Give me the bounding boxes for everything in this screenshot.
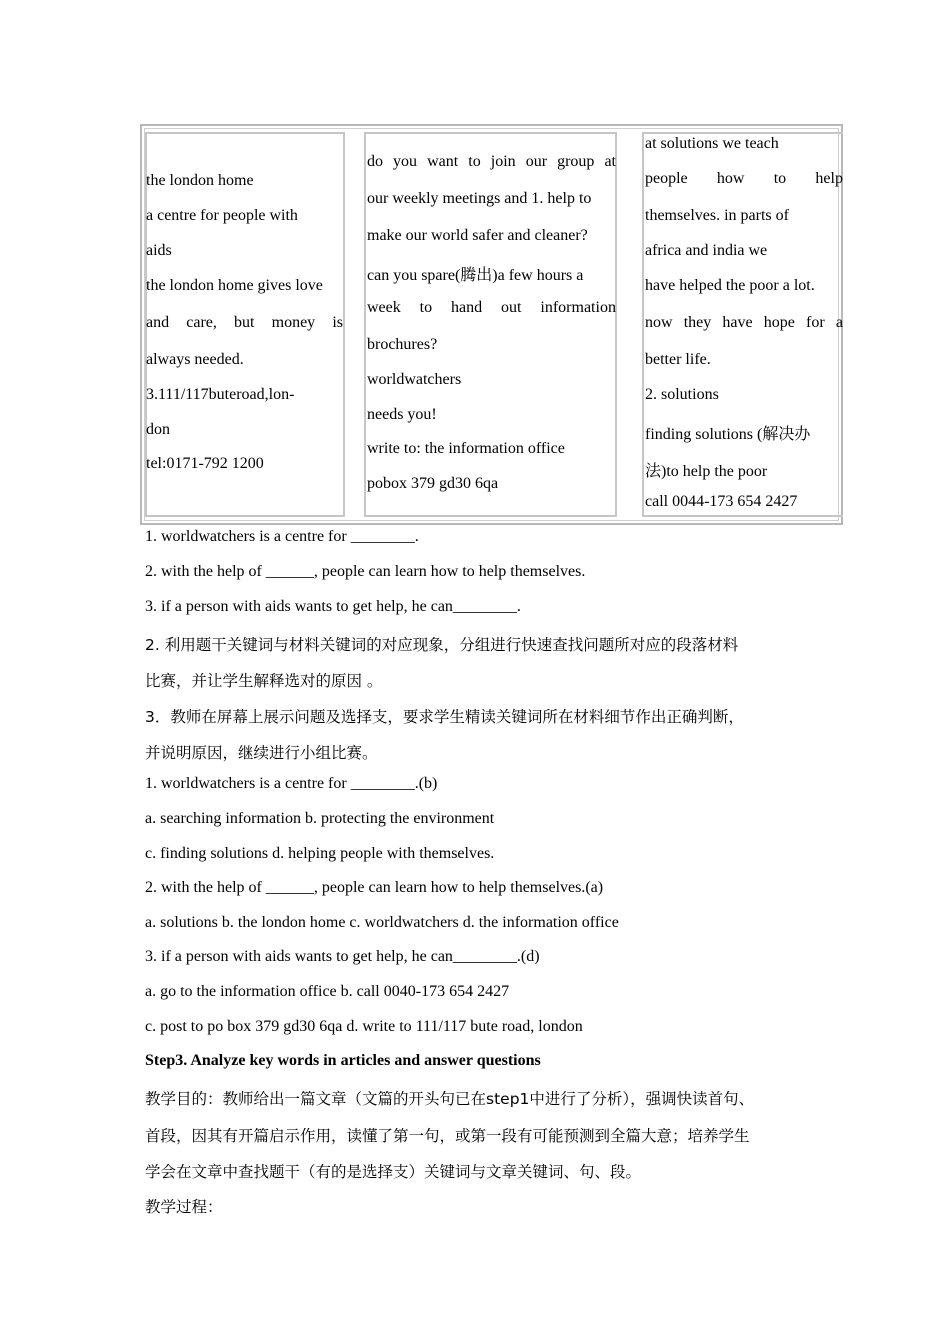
- col1-line: the london home gives love: [146, 277, 323, 294]
- col1-word: care,: [186, 314, 217, 331]
- paragraph-line: 学会在文章中查找题干（有的是选择支）关键词与文章关键词、句、段。: [145, 1163, 642, 1181]
- question-line: 3. if a person with aids wants to get help, he can________.(d): [145, 948, 540, 965]
- instruction-line: 比赛，并让学生解释选对的原因 。: [145, 672, 383, 690]
- col2-line: worldwatchers: [367, 371, 462, 388]
- col2-line: can you spare(腾出)a few hours a: [367, 267, 584, 284]
- col3-line: call 0044-173 654 2427: [645, 493, 798, 510]
- question-line: 2. with the help of ______, people can learn how to help themselves.: [145, 563, 586, 580]
- col2-line: make our world safer and cleaner?: [367, 227, 588, 244]
- col3-line: themselves. in parts of: [645, 207, 789, 224]
- question-line: 1. worldwatchers is a centre for ________.: [145, 528, 419, 545]
- col2-line: our weekly meetings and 1. help to: [367, 190, 592, 207]
- step-heading: Step3. Analyze key words in articles and answer questions: [145, 1052, 541, 1069]
- col3-justified-line: people how to help: [645, 170, 843, 187]
- option-line: a. go to the information office b. call 0040-173 654 2427: [145, 983, 510, 1000]
- paragraph-line: 首段，因其有开篇启示作用，读懂了第一句，或第一段有可能预测到全篇大意；培养学生: [145, 1127, 750, 1145]
- instruction-line: 3．教师在屏幕上展示问题及选择支，要求学生精读关键词所在材料细节作出正确判断，: [145, 708, 744, 726]
- option-line: a. searching information b. protecting the environment: [145, 810, 495, 827]
- col2-justified-line: do you want to join our group at: [367, 153, 616, 170]
- col3-line: at solutions we teach: [645, 135, 779, 152]
- col1-line: a centre for people with: [146, 207, 298, 224]
- question-line: 1. worldwatchers is a centre for ________.(b): [145, 775, 438, 792]
- notice-table-inner: [144, 128, 843, 521]
- col1-word: is: [332, 314, 343, 331]
- col3-line: africa and india we: [645, 242, 768, 259]
- col1-word: and: [146, 314, 170, 331]
- instruction-line: 2. 利用题干关键词与材料关键词的对应现象，分组进行快速查找问题所对应的段落材料: [145, 636, 739, 654]
- col1-line: always needed.: [146, 351, 244, 368]
- instruction-line: 并说明原因，继续进行小组比赛。: [145, 744, 378, 762]
- question-line: 3. if a person with aids wants to get help, he can________.: [145, 598, 521, 615]
- option-line: c. finding solutions d. helping people with themselves.: [145, 845, 495, 862]
- question-line: 2. with the help of ______, people can learn how to help themselves.(a): [145, 879, 604, 896]
- col2-line: write to: the information office: [367, 440, 565, 457]
- col1-word: but: [234, 314, 255, 331]
- paragraph-line: 教学过程：: [145, 1198, 223, 1216]
- col2-line: pobox 379 gd30 6qa: [367, 475, 499, 492]
- col2-line: brochures?: [367, 336, 438, 353]
- col3-line: have helped the poor a lot.: [645, 277, 815, 294]
- col3-line: finding solutions (解决办: [645, 426, 811, 443]
- col2-justified-line: week to hand out information: [367, 299, 616, 316]
- col1-line: aids: [146, 242, 172, 259]
- option-line: c. post to po box 379 gd30 6qa d. write to 111/117 bute road, london: [145, 1018, 583, 1035]
- col1-line: 3.111/117buteroad,lon-: [146, 386, 295, 403]
- col1-word: money: [271, 314, 316, 331]
- notice-table: [140, 124, 843, 525]
- col3-line: 法)to help the poor: [645, 463, 768, 480]
- col1-line: don: [146, 421, 170, 438]
- option-line: a. solutions b. the london home c. worldwatchers d. the information office: [145, 914, 619, 931]
- col1-line: the london home: [146, 172, 254, 189]
- col3-line: better life.: [645, 351, 711, 368]
- col1-justified-line: [146, 314, 343, 332]
- col3-justified-line: now they have hope for a: [645, 314, 843, 331]
- col3-line: 2. solutions: [645, 386, 719, 403]
- col1-line: tel:0171-792 1200: [146, 455, 264, 472]
- paragraph-line: 教学目的：教师给出一篇文章（文篇的开头句已在step1中进行了分析），强调快读首句、: [145, 1090, 755, 1108]
- col2-line: needs you!: [367, 406, 437, 423]
